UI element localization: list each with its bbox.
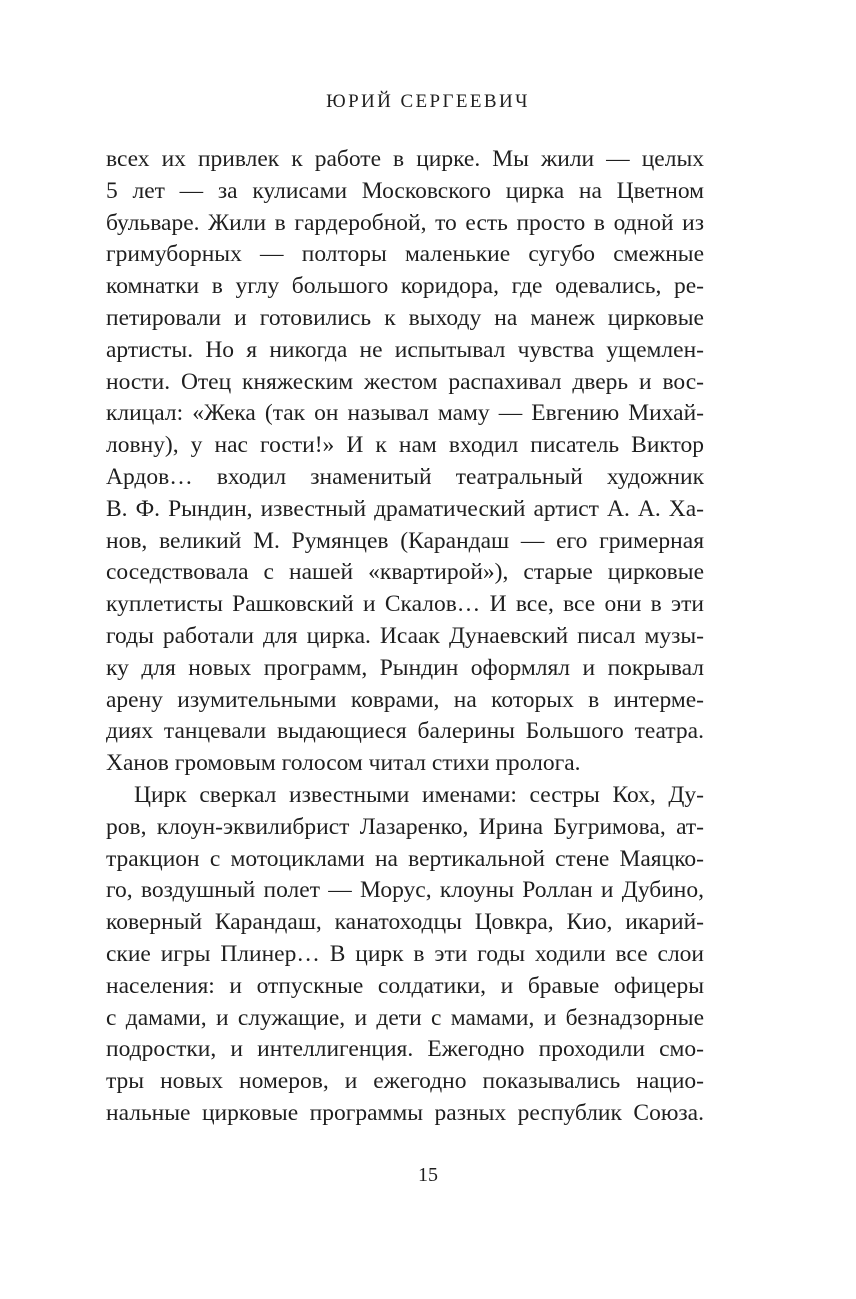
text-line: комнатки в углу большого коридора, где одевались, ре- — [106, 273, 704, 300]
text-line: куплетисты Рашковский и Скалов… И все, все они в эти — [106, 591, 704, 618]
text-line: тракцион с мотоциклами на вертикальной стене Маяцко- — [106, 845, 704, 872]
text-line: соседствовала с нашей «квартирой»), старые цирковые — [106, 559, 704, 586]
text-line: Ханов громовым голосом читал стихи пролога. — [106, 750, 581, 777]
text-line: В. Ф. Рындин, известный драматический артист А. А. Ха- — [106, 495, 704, 522]
text-line: ку для новых программ, Рындин оформлял и покрывал — [106, 654, 704, 681]
text-line: тры новых номеров, и ежегодно показывались нацио- — [106, 1068, 704, 1095]
text-line: годы работали для цирка. Исаак Дунаевский писал музы- — [106, 622, 704, 649]
text-line: арену изумительными коврами, на которых в интерме- — [106, 686, 704, 713]
text-line: ские игры Плинер… В цирк в эти годы ходили все слои — [106, 940, 704, 967]
running-header: ЮРИЙ СЕРГЕЕВИЧ — [326, 91, 530, 112]
text-line: бульваре. Жили в гардеробной, то есть просто в одной из — [106, 209, 704, 236]
paragraph-1 — [106, 144, 704, 780]
text-line: коверный Карандаш, канатоходцы Цовкра, Кио, икарий- — [106, 909, 704, 936]
body-text — [106, 144, 704, 1130]
page-number: 15 — [418, 1164, 438, 1186]
text-line: го, воздушный полет — Морус, клоуны Роллан и Дубино, — [106, 877, 704, 904]
text-line: Цирк сверкал известными именами: сестры Кох, Ду- — [134, 781, 704, 808]
text-line: ров, клоун-эквилибрист Лазаренко, Ирина Бугримова, ат- — [106, 813, 704, 840]
paragraph-2 — [106, 780, 704, 1130]
text-line: клицал: «Жека (так он называл маму — Евгению Михай- — [106, 400, 704, 427]
text-line: 5 лет — за кулисами Московского цирка на Цветном — [106, 177, 704, 204]
text-line: нальные цирковые программы разных республик Союза. — [106, 1099, 704, 1126]
text-line: всех их привлек к работе в цирке. Мы жили — целых — [106, 146, 704, 172]
text-line: Ардов… входил знаменитый театральный художник — [106, 463, 704, 490]
text-line: петировали и готовились к выходу на манеж цирковые — [106, 304, 704, 331]
text-line: с дамами, и служащие, и дети с мамами, и безнадзорные — [106, 1004, 704, 1031]
text-line: артисты. Но я никогда не испытывал чувства ущемлен- — [106, 336, 704, 363]
text-line: нов, великий М. Румянцев (Карандаш — его гримерная — [106, 527, 704, 554]
text-line: диях танцевали выдающиеся балерины Большого театра. — [106, 718, 704, 745]
text-line: ности. Отец княжеским жестом распахивал дверь и вос- — [106, 368, 704, 395]
text-line: населения: и отпускные солдатики, и бравые офицеры — [106, 972, 704, 999]
text-line: ловну), у нас гости!» И к нам входил писатель Виктор — [106, 432, 704, 459]
text-line: гримуборных — полторы маленькие сугубо смежные — [106, 241, 704, 268]
text-line: подростки, и интеллигенция. Ежегодно проходили смо- — [106, 1036, 704, 1063]
